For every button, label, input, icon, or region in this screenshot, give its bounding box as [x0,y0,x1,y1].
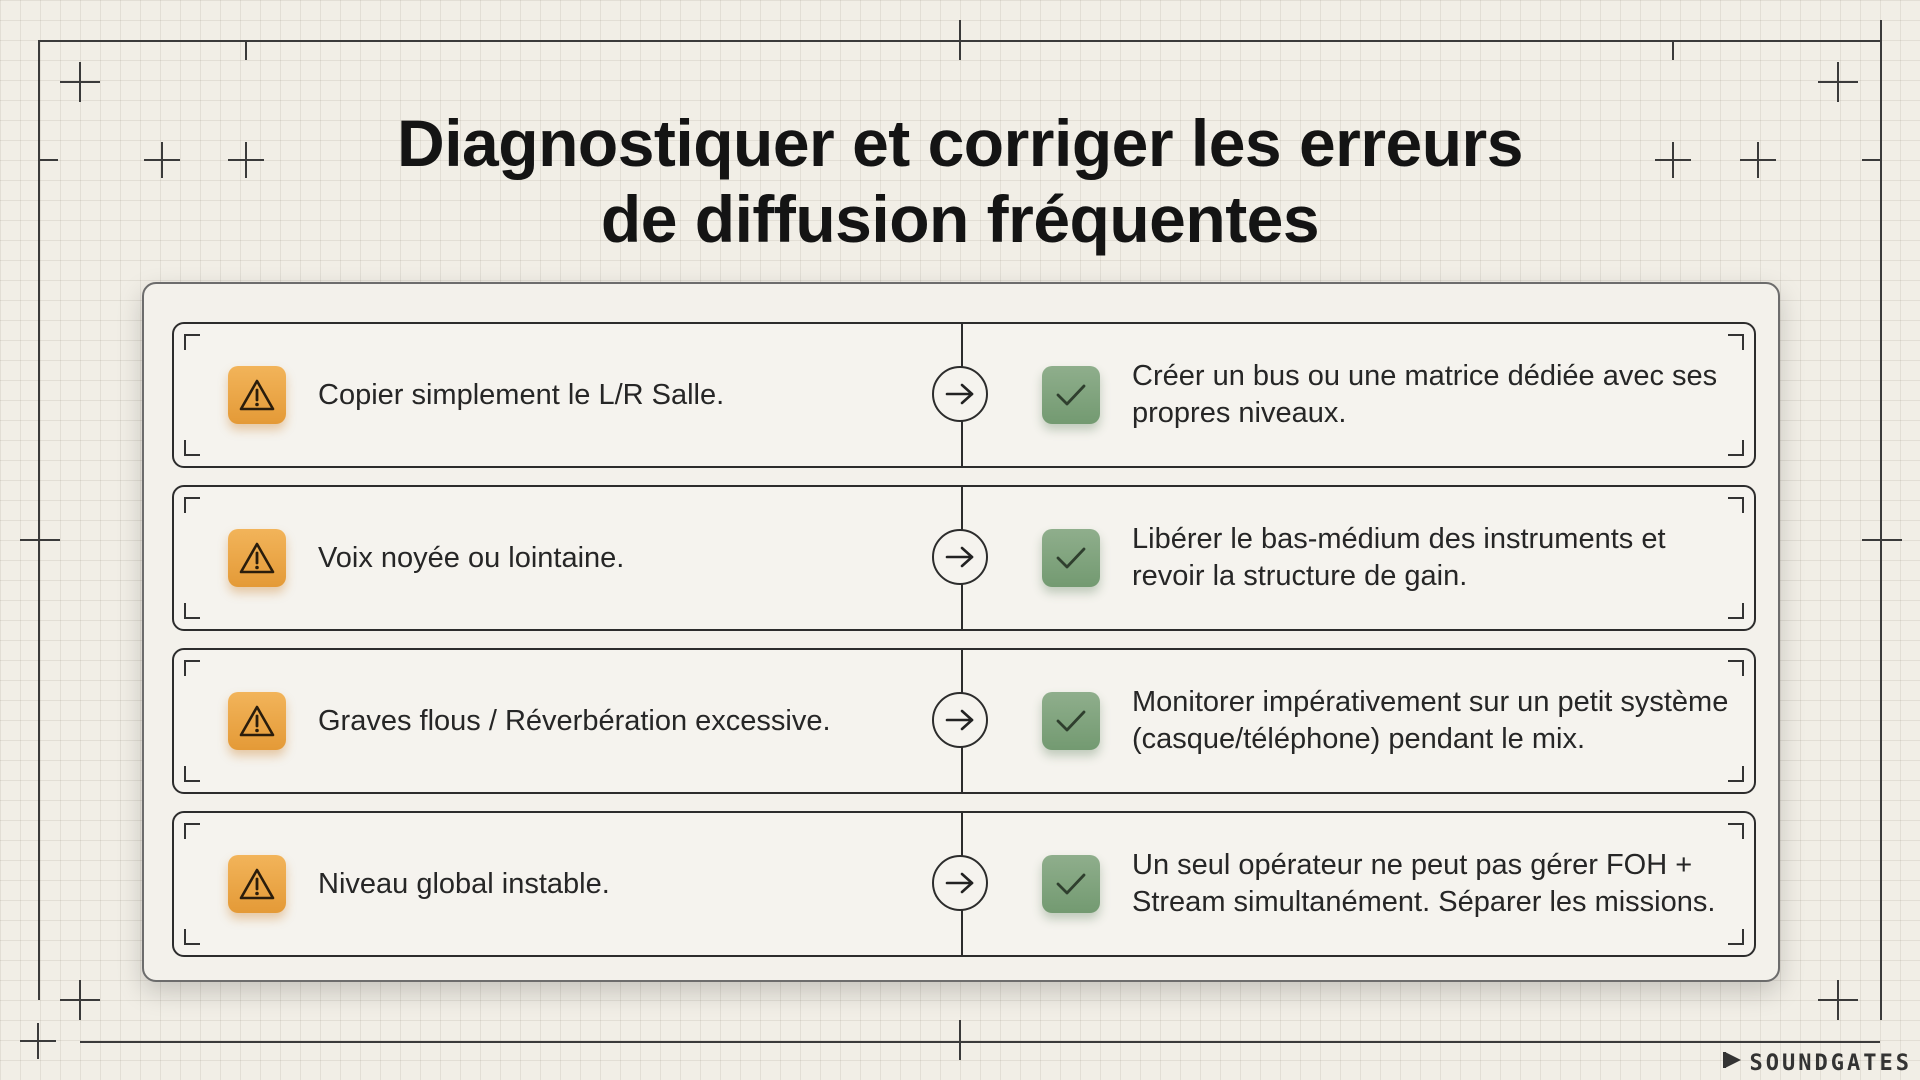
brand-logo [1722,1050,1912,1076]
diagnostics-panel [142,282,1780,982]
title-line-1: Diagnostiquer et corriger les erreurs [397,106,1523,180]
warning-icon [228,529,286,587]
frame-tick-bottom-center [959,1020,961,1060]
crosshair-mark [144,142,180,178]
frame-tick-top-center [959,20,961,60]
arrow-right-icon [932,529,988,585]
crosshair-mark [228,142,264,178]
crosshair-mark [60,62,100,102]
warning-icon [228,366,286,424]
crosshair-mark [60,980,100,1020]
corner-bracket [184,823,200,839]
problem-text: Copier simplement le L/R Salle. [318,378,725,411]
diagnostic-row [172,322,1756,468]
solution-text: Un seul opérateur ne peut pas gérer FOH + Stream simultanément. Séparer les missions. [1132,849,1716,918]
solution-text: Créer un bus ou une matrice dédiée avec ses propres niveaux. [1132,360,1718,429]
warning-icon [228,692,286,750]
frame-line-left [38,40,40,1000]
crosshair-mark [1655,142,1691,178]
problem-text: Voix noyée ou lointaine. [318,541,625,574]
solution-text: Monitorer impérativement sur un petit système (casque/téléphone) pendant le mix. [1132,686,1729,755]
problem-text: Niveau global instable. [318,867,610,900]
crosshair-mark [1818,980,1858,1020]
corner-bracket [184,660,200,676]
frame-tick-top-right [1672,40,1674,60]
frame-tick-right-mid [1862,539,1902,541]
corner-bracket [184,334,200,350]
diagnostic-row [172,648,1756,794]
diagnostic-row [172,485,1756,631]
solution-text: Libérer le bas-médium des instruments et revoir la structure de gain. [1132,523,1666,592]
arrow-right-icon [932,855,988,911]
check-icon [1042,855,1100,913]
play-icon [1722,1050,1744,1076]
corner-bracket [184,929,200,945]
crosshair-mark [20,1023,56,1059]
check-icon [1042,366,1100,424]
arrow-right-icon [932,366,988,422]
frame-line-bottom [80,1041,1880,1043]
frame-tick-top-left [245,40,247,60]
crosshair-mark [1818,62,1858,102]
arrow-right-icon [932,692,988,748]
page-title [260,105,1660,257]
frame-tick-right-upper [1862,159,1880,161]
frame-line-right [1880,20,1882,1020]
check-icon [1042,529,1100,587]
diagnostic-row [172,811,1756,957]
title-line-2: de diffusion fréquentes [600,182,1320,256]
frame-tick-left-upper [40,159,58,161]
frame-tick-left-mid [20,539,60,541]
corner-bracket [184,440,200,456]
crosshair-mark [1740,142,1776,178]
corner-bracket [184,603,200,619]
check-icon [1042,692,1100,750]
problem-text: Graves flous / Réverbération excessive. [318,704,831,737]
corner-bracket [184,766,200,782]
brand-name: SOUNDGATES [1749,1050,1912,1076]
warning-icon [228,855,286,913]
corner-bracket [184,497,200,513]
